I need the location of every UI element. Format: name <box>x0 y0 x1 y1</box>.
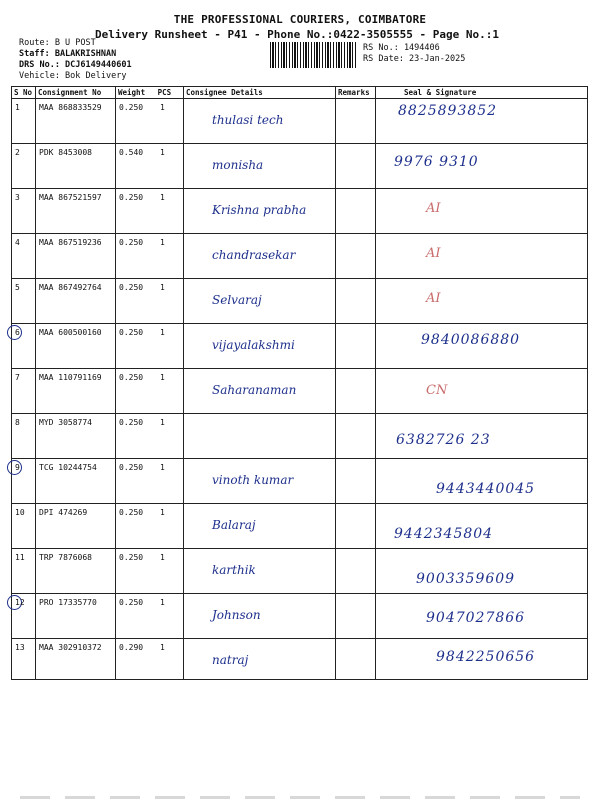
cell-signature <box>376 459 588 504</box>
signature-handwriting: AI <box>426 201 441 216</box>
sno-value: 2 <box>15 148 20 157</box>
consignee-handwriting: vijayalakshmi <box>212 338 295 352</box>
cell-sno <box>12 189 36 234</box>
pcs-value: 1 <box>160 238 165 247</box>
weight-value: 0.250 <box>119 193 144 202</box>
column-header-remarks: Remarks <box>336 87 376 99</box>
cell-remarks <box>336 144 376 189</box>
cell-signature <box>376 189 588 234</box>
cell-weight <box>116 459 184 504</box>
table-row <box>12 549 588 594</box>
table-row <box>12 279 588 324</box>
cell-consignment: MYD 3058774 <box>36 414 116 459</box>
sno-value: 3 <box>15 193 20 202</box>
table-row <box>12 234 588 279</box>
cell-weight <box>116 234 184 279</box>
cell-consignment: MAA 302910372 <box>36 639 116 680</box>
pcs-value: 1 <box>160 283 165 292</box>
cell-weight <box>116 594 184 639</box>
cell-consignment: MAA 867521597 <box>36 189 116 234</box>
cell-consignee <box>184 144 336 189</box>
table-row <box>12 369 588 414</box>
consignee-handwriting: Johnson <box>212 608 261 622</box>
signature-handwriting: 8825893852 <box>398 103 498 119</box>
sno-value: 12 <box>15 598 25 607</box>
cell-signature <box>376 594 588 639</box>
cell-weight <box>116 144 184 189</box>
cell-remarks <box>336 234 376 279</box>
weight-value: 0.250 <box>119 283 144 292</box>
runsheet-meta-right <box>363 43 465 65</box>
cell-weight <box>116 639 184 680</box>
cell-consignment: MAA 600500160 <box>36 324 116 369</box>
pcs-value: 1 <box>160 148 165 157</box>
weight-value: 0.250 <box>119 463 144 472</box>
signature-handwriting: AI <box>426 246 441 261</box>
column-header-pcs: PCS <box>157 88 172 97</box>
weight-value: 0.290 <box>119 643 144 652</box>
cell-consignee <box>184 414 336 459</box>
cell-sno <box>12 144 36 189</box>
pcs-value: 1 <box>160 508 165 517</box>
cell-weight <box>116 504 184 549</box>
signature-handwriting: 9976 9310 <box>394 154 479 170</box>
sno-value: 7 <box>15 373 20 382</box>
rs-date: RS Date: 23-Jan-2025 <box>363 54 466 64</box>
cell-sno <box>12 414 36 459</box>
cell-consignee <box>184 369 336 414</box>
weight-value: 0.250 <box>119 418 144 427</box>
cell-consignment: TRP 7876068 <box>36 549 116 594</box>
cell-remarks <box>336 459 376 504</box>
pcs-value: 1 <box>160 598 165 607</box>
cell-consignment: MAA 867519236 <box>36 234 116 279</box>
consignee-handwriting: Krishna prabha <box>212 203 307 217</box>
cell-weight <box>116 99 184 144</box>
barcode-image <box>270 42 358 68</box>
column-header-sno: S No <box>12 87 36 99</box>
table-row <box>12 639 588 680</box>
cell-consignee <box>184 279 336 324</box>
cell-sno <box>12 459 36 504</box>
weight-value: 0.250 <box>119 103 144 112</box>
consignee-handwriting: monisha <box>212 158 264 172</box>
pcs-value: 1 <box>160 643 165 652</box>
cell-remarks <box>336 594 376 639</box>
column-header-weight-pcs <box>116 87 184 99</box>
cell-signature <box>376 639 588 680</box>
consignee-handwriting: Balaraj <box>212 518 256 532</box>
cell-weight <box>116 279 184 324</box>
consignee-handwriting: chandrasekar <box>212 248 296 262</box>
cell-consignment: DPI 474269 <box>36 504 116 549</box>
rs-number: RS No.: 1494406 <box>363 43 440 53</box>
weight-value: 0.540 <box>119 148 144 157</box>
cell-weight <box>116 414 184 459</box>
cell-consignment: PRO 17335770 <box>36 594 116 639</box>
pcs-value: 1 <box>160 418 165 427</box>
signature-handwriting: 9003359609 <box>416 571 516 587</box>
cell-consignee <box>184 594 336 639</box>
cell-weight <box>116 189 184 234</box>
table-row <box>12 459 588 504</box>
table-row <box>12 144 588 189</box>
cell-sno <box>12 639 36 680</box>
column-header-consignment: Consignment No <box>36 87 116 99</box>
sno-value: 5 <box>15 283 20 292</box>
table-body <box>12 99 588 680</box>
cell-consignment: MAA 868833529 <box>36 99 116 144</box>
cell-sno <box>12 369 36 414</box>
table-row <box>12 189 588 234</box>
cell-consignee <box>184 234 336 279</box>
cell-remarks <box>336 324 376 369</box>
cell-remarks <box>336 189 376 234</box>
weight-value: 0.250 <box>119 508 144 517</box>
cell-sno <box>12 234 36 279</box>
consignee-handwriting: karthik <box>212 563 256 577</box>
signature-handwriting: 9840086880 <box>421 332 521 348</box>
table-row <box>12 324 588 369</box>
cell-consignee <box>184 324 336 369</box>
table-row <box>12 99 588 144</box>
table-header-row <box>12 87 588 99</box>
cell-consignment: PDK 8453008 <box>36 144 116 189</box>
cell-remarks <box>336 504 376 549</box>
pcs-value: 1 <box>160 373 165 382</box>
pcs-value: 1 <box>160 328 165 337</box>
cell-sno <box>12 279 36 324</box>
signature-handwriting: 9047027866 <box>426 610 526 626</box>
table-row <box>12 504 588 549</box>
drs-number: DRS No.: DCJ6149440601 <box>19 60 132 70</box>
cell-consignment: TCG 10244754 <box>36 459 116 504</box>
cell-consignee <box>184 504 336 549</box>
cell-sno <box>12 504 36 549</box>
cell-consignee <box>184 549 336 594</box>
cell-consignment: MAA 110791169 <box>36 369 116 414</box>
weight-value: 0.250 <box>119 373 144 382</box>
table-row <box>12 414 588 459</box>
staff-text: Staff: BALAKRISHNAN <box>19 49 117 59</box>
route-text: Route: B U POST <box>19 38 96 48</box>
consignee-handwriting: natraj <box>212 653 249 667</box>
cell-signature <box>376 324 588 369</box>
column-header-signature: Seal & Signature <box>376 87 588 99</box>
consignee-handwriting: vinoth kumar <box>212 473 294 487</box>
cell-remarks <box>336 369 376 414</box>
consignee-handwriting: thulasi tech <box>212 113 284 127</box>
column-header-consignee: Consignee Details <box>184 87 336 99</box>
cell-sno <box>12 549 36 594</box>
pcs-value: 1 <box>160 463 165 472</box>
weight-value: 0.250 <box>119 598 144 607</box>
company-title: THE PROFESSIONAL COURIERS, COIMBATORE <box>173 13 427 26</box>
column-header-weight: Weight <box>118 88 146 97</box>
signature-handwriting: 9442345804 <box>394 526 494 542</box>
cell-weight <box>116 549 184 594</box>
pcs-value: 1 <box>160 103 165 112</box>
consignee-handwriting: Saharanaman <box>212 383 297 397</box>
sno-value: 13 <box>15 643 25 652</box>
runsheet-meta-left <box>19 38 132 82</box>
weight-value: 0.250 <box>119 328 144 337</box>
page-bottom-smudge <box>20 796 580 799</box>
cell-signature <box>376 369 588 414</box>
sno-value: 6 <box>15 328 20 337</box>
cell-signature <box>376 549 588 594</box>
cell-consignee <box>184 99 336 144</box>
cell-weight <box>116 369 184 414</box>
sno-value: 8 <box>15 418 20 427</box>
cell-consignment: MAA 867492764 <box>36 279 116 324</box>
cell-remarks <box>336 99 376 144</box>
cell-consignee <box>184 189 336 234</box>
cell-signature <box>376 414 588 459</box>
runsheet-subtitle: Delivery Runsheet - P41 - Phone No.:0422-3505555 - Page No.:1 <box>95 28 499 41</box>
cell-signature <box>376 99 588 144</box>
cell-weight <box>116 324 184 369</box>
cell-consignee <box>184 639 336 680</box>
cell-signature <box>376 279 588 324</box>
signature-handwriting: 9842250656 <box>436 649 536 665</box>
sno-value: 4 <box>15 238 20 247</box>
cell-remarks <box>336 549 376 594</box>
cell-remarks <box>336 279 376 324</box>
signature-handwriting: 9443440045 <box>436 481 536 497</box>
cell-signature <box>376 144 588 189</box>
sno-value: 9 <box>15 463 20 472</box>
cell-signature <box>376 234 588 279</box>
signature-handwriting: 6382726 23 <box>396 432 491 448</box>
signature-handwriting: CN <box>426 383 448 398</box>
weight-value: 0.250 <box>119 238 144 247</box>
cell-remarks <box>336 639 376 680</box>
cell-remarks <box>336 414 376 459</box>
cell-sno <box>12 594 36 639</box>
weight-value: 0.250 <box>119 553 144 562</box>
cell-signature <box>376 504 588 549</box>
cell-sno <box>12 99 36 144</box>
delivery-table <box>11 86 588 680</box>
sno-value: 11 <box>15 553 25 562</box>
pcs-value: 1 <box>160 193 165 202</box>
vehicle-text: Vehicle: Bok Delivery <box>19 71 127 81</box>
pcs-value: 1 <box>160 553 165 562</box>
signature-handwriting: AI <box>426 291 441 306</box>
cell-sno <box>12 324 36 369</box>
consignee-handwriting: Selvaraj <box>212 293 262 307</box>
sno-value: 10 <box>15 508 25 517</box>
table-row <box>12 594 588 639</box>
sno-value: 1 <box>15 103 20 112</box>
cell-consignee <box>184 459 336 504</box>
